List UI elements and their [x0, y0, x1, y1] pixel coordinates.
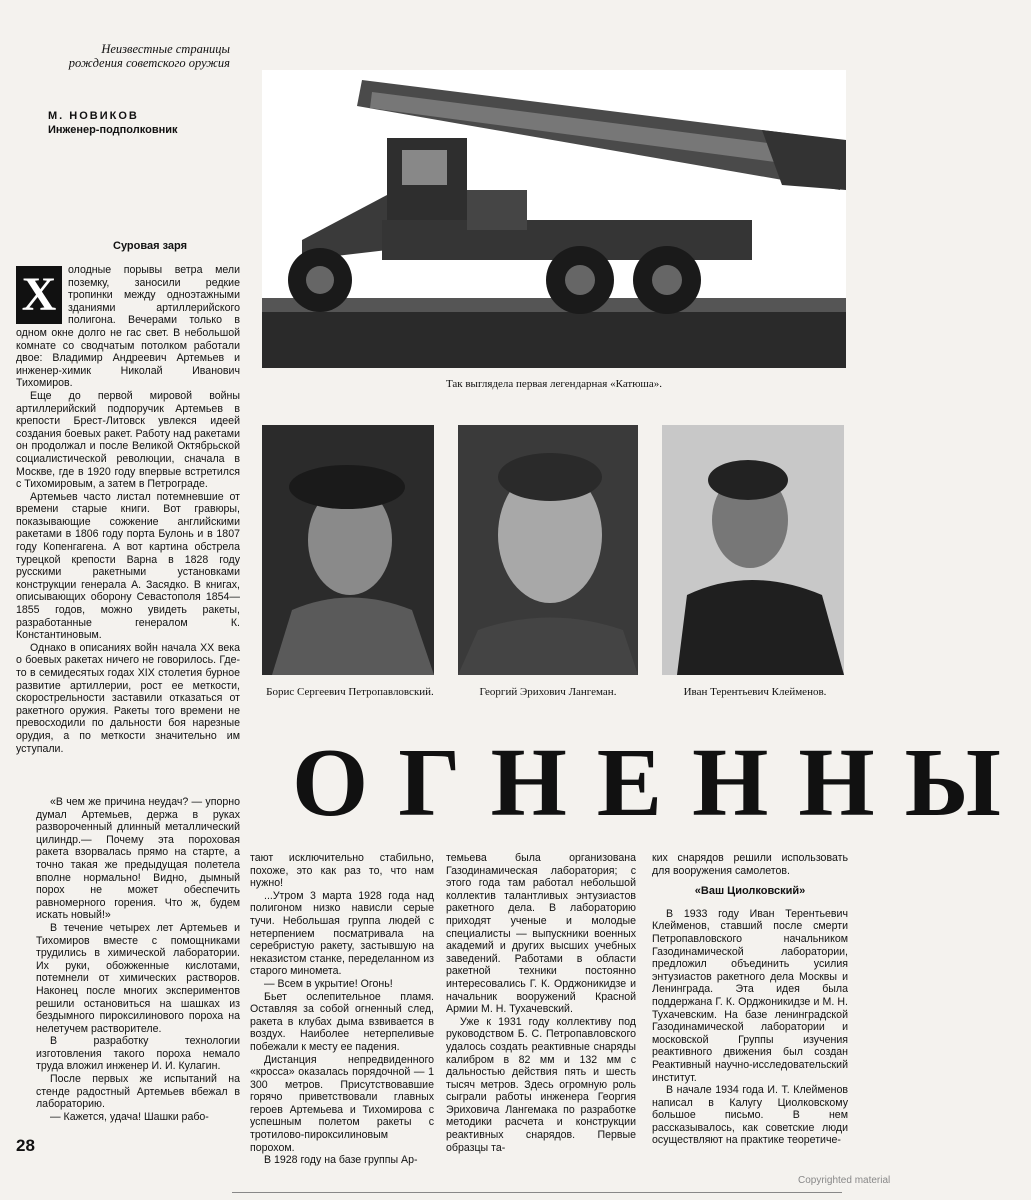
author-role: Инженер-подполковник	[48, 124, 178, 136]
paragraph: ...Утром 3 марта 1928 года над полигоном низко нависли серые тучи. Небольшая группа людей с нетерпением посматривала на серебристую ракету, застывшую на неказистом станке, переделанном из старого миномета.	[250, 889, 434, 978]
dropcap: Х	[16, 266, 62, 324]
portrait-caption: Иван Терентьевич Клейменов.	[683, 686, 827, 698]
katyusha-truck-image	[262, 70, 846, 368]
paragraph: — Кажется, удача! Шашки рабо-	[50, 1110, 209, 1123]
column-2	[250, 852, 434, 1167]
portrait-kleymenov	[662, 425, 844, 675]
series-kicker: Неизвестные страницы рождения советского оружия	[68, 42, 230, 70]
paragraph: ких снарядов решили использовать для вооружения самолетов.	[652, 852, 848, 877]
portrait-petropavlovsky	[262, 425, 434, 675]
portrait-image	[262, 425, 434, 675]
paragraph: тают исключительно стабильно, похоже, это как раз то, что нам нужно!	[250, 852, 434, 890]
paragraph: В 1933 году Иван Терентьевич Клейменов, ставший после смерти Петропавловского начальником Газодинамической лаборатории, предложил объединить усилия энтузиастов ракетного дела Москвы и Ленинграда. Эта идея была поддержана Г. К. Орджоникидзе и М. Н. Тухачевским. На базе ленинградской Газодинамической лаборатории и московской Группы изучения реактивного движения был создан Реактивный научно-исследовательский институт.	[652, 907, 848, 1084]
paragraph: Однако в описаниях войн начала XX века о боевых ракетах ничего не говорилось. Где-то в семидесятых годах XIX столетия бурное развитие артиллерии, рост ее меткости, скорострельности заставили отказаться от ракетного оружия. Ракеты того времени не превосходили по дальности боя нарезные орудия, а по меткости значительно им уступали.	[16, 641, 240, 755]
page-number: 28	[16, 1136, 35, 1155]
paragraph: — Всем в укрытие! Огонь!	[264, 977, 393, 990]
paragraph: темьева была организована Газодинамическая лаборатория; с этого года там работал небольшой коллектив талантливых энтузиастов ракетного дела. В лабораторию приходят ученые и молодые специалисты — выпускники военных академий и других высших учебных заведений. Работами в области ракетной техники постоянно интересовались Г. К. Орджоникидзе и начальник вооружений Красной Армии М. Н. Тухачевский.	[446, 852, 636, 1016]
section-title-2: «Ваш Циолковский»	[694, 885, 806, 898]
column-1-top	[16, 264, 240, 824]
paragraph: После первых же испытаний на стенде радостный Артемьев вбежал в лабораторию.	[36, 1073, 240, 1111]
portrait-image	[662, 425, 844, 675]
paragraph: Еще до первой мировой войны артиллерийский подпоручик Артемьев в крепости Брест-Литовск увлекся идеей создания боевых ракет. Работу над ракетами он продолжал и после Великой Октябрьской социалистической революции, сначала в Москве, где в 1920 году впервые встретился с Тихомировым, а затем в Петрограде.	[16, 389, 240, 491]
paragraph: Артемьев часто листал потемневшие от времени старые книги. Вот гравюры, показывающие сожжение английскими ракетами в 1806 году порта Булонь и в 1807 году Копенгагена. А вот картина обстрела турецкой крепости Варна в 1828 году русскими ракетными установками конструкции генерала А. Засядко. В книгах, описывающих оборону Севастополя 1854—1855 годов, можно увидеть ракеты, разработанные генералом К. Константиновым.	[16, 490, 240, 642]
copyright-notice: Copyrighted material	[798, 1175, 891, 1186]
paragraph: олодные порывы ветра мели поземку, заносили редкие тропинки между одноэтажными зданиями артиллерийского полигона. Вечерами только в одном окне долго не гас свет. В небольшой комнате со сводчатым потолком работали двое: Владимир Андреевич Артемьев и инженер-химик Николай Иванович Тихомиров.	[16, 264, 240, 390]
column-1-bottom	[36, 796, 240, 1132]
portrait-image	[458, 425, 638, 675]
portrait-caption: Борис Сергеевич Петропавловский.	[266, 686, 434, 698]
paragraph: В начале 1934 года И. Т. Клейменов написал в Калугу Циолковскому большое письмо. В нем рассказывалось, как советские люди осуществляют на практике теоретиче-	[652, 1084, 848, 1147]
headline: ОГНЕННЫ	[292, 729, 1031, 837]
portrait-caption: Георгий Эрихович Лангеман.	[479, 686, 617, 698]
portrait-langemak	[458, 425, 638, 675]
author-name: М. НОВИКОВ	[48, 110, 139, 122]
paragraph: Уже к 1931 году коллективу под руководством Б. С. Петропавловского удалось создать реактивные снаряды калибром в 82 мм и 132 мм с дальностью действия пять и шесть тысяч метров. Здесь огромную роль сыграли работы инженера Георгия Эриховича Лангемака по разработке методики расчета и конструкции реактивных снарядов. Первые образцы та-	[446, 1015, 636, 1154]
paragraph: «В чем же причина неудач? — упорно думал Артемьев, держа в руках развороченный длинный металлический цилиндр.— Почему эта пороховая ракета взорвалась прямо на старте, а точно такая же предыдущая полетела вполне нормально! Видно, дымный порох не может обеспечить равномерного горения. Что ж, будем искать новый!»	[36, 796, 240, 922]
column-4	[652, 852, 848, 1147]
paragraph: Дистанция непредвиденного «кросса» оказалась порядочной — 1 300 метров. Присутствовавшие горячо приветствовали главных героев Артемьева и Тихомирова с успешным полетом ракеты с тротилово-пироксилиновым порохом.	[250, 1053, 434, 1154]
paragraph: В 1928 году на базе группы Ар-	[264, 1154, 418, 1167]
truck-caption: Так выглядела первая легендарная «Катюша».	[445, 378, 663, 390]
paragraph: Бьет ослепительное пламя. Оставляя за собой огненный след, ракета в клубах дыма взвивается в воздух. Наиболее нетерпеливые побежали к месту ее падения.	[250, 990, 434, 1053]
katyusha-photo	[262, 70, 846, 368]
section-title-1: Суровая заря	[113, 240, 187, 252]
column-3	[446, 852, 636, 1154]
paragraph: В течение четырех лет Артемьев и Тихомиров вместе с помощниками трудились в химической лаборатории. Их руки, обожженные кислотами, потемнели от химических растворов. Наконец после многих экспериментов решили остановиться на шашках из бездымного пироксилинового пороха на нелетучем растворителе.	[36, 921, 240, 1035]
footer-rule	[232, 1192, 842, 1193]
paragraph: В разработку технологии изготовления такого пороха немало труда вложил инженер И. И. Кулагин.	[36, 1035, 240, 1073]
